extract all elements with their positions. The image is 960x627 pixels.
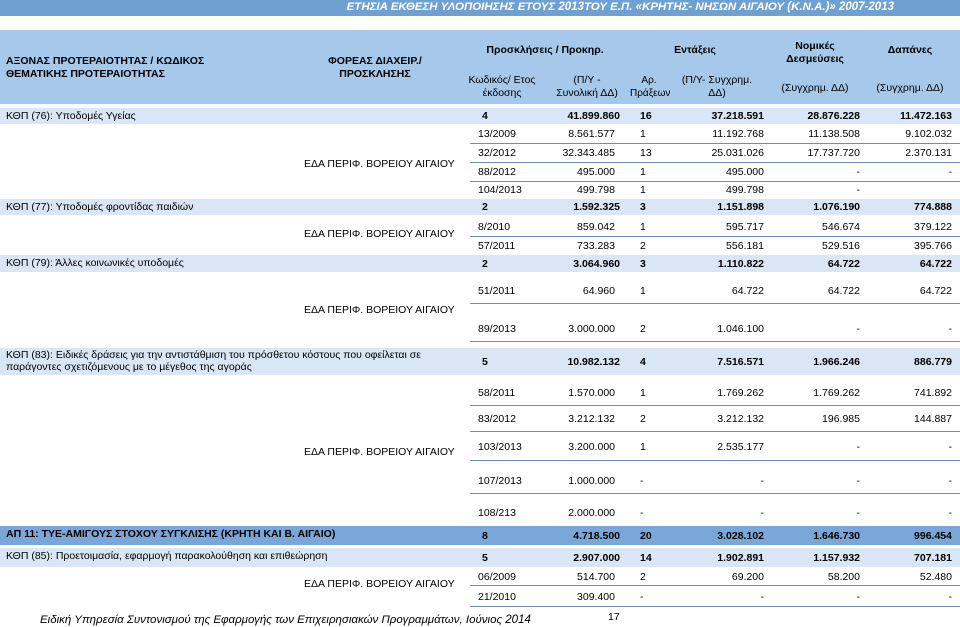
foreas-label: ΕΔΑ ΠΕΡΙΦ. ΒΟΡΕΙΟΥ ΑΙΓΑΙΟΥ [304,304,455,316]
acts-count: 20 [640,530,652,542]
legal-value: 546.674 [822,221,860,233]
spending-value: 379.122 [914,221,952,233]
legal-value: 58.200 [827,571,860,583]
header-num-acts: Αρ. Πράξεων [630,75,671,99]
py-total-value: 1.570.000 [568,387,615,399]
py-co-value: 1.151.898 [717,201,764,213]
legal-value: 1.769.262 [813,387,860,399]
call-code: 8/2010 [478,221,511,233]
call-code: 89/2013 [478,323,516,335]
header-spending-sub: (Συγχρημ. ΔΔ) [876,82,944,94]
legal-value: 64.722 [827,285,860,297]
spending-value: - [948,166,952,178]
spending-value: 144.887 [914,413,952,425]
acts-count: 1 [640,285,646,297]
py-total-value: 2.000.000 [568,507,615,519]
row-divider [470,460,960,461]
calls-count: 2 [482,201,488,213]
call-code: 103/2013 [478,441,522,453]
acts-count: 1 [640,441,646,453]
call-code: 57/2011 [478,240,516,252]
row-divider [470,341,960,342]
py-total-value: 4.718.500 [573,530,620,542]
acts-count: 1 [640,387,646,399]
py-co-value: 7.516.571 [717,356,764,368]
call-code: 21/2010 [478,591,516,603]
py-co-value: 3.028.102 [717,530,764,542]
call-code: 32/2012 [478,147,516,159]
row-label: ΑΠ 11: ΤΥΕ-ΑΜΙΓΟΥΣ ΣΤΟΧΟΥ ΣΥΓΚΛΙΣΗΣ (ΚΡΗΤΗ ΚΑΙ Β. ΑΙΓΑΙΟ) [6,528,336,540]
acts-count: - [640,507,644,519]
py-total-value: 32.343.485 [562,147,615,159]
row-divider [470,493,960,494]
spending-value: 52.480 [919,571,952,583]
call-code: 51/2011 [478,285,516,297]
legal-value: 196.985 [822,413,860,425]
py-co-value: 495.000 [726,166,764,178]
spending-value: 774.888 [914,201,952,213]
header-spending: Δαπάνες [887,44,933,56]
py-total-value: 514.700 [577,571,615,583]
py-total-value: 1.592.325 [573,201,620,213]
calls-count: 8 [482,530,488,542]
legal-value: 1.966.246 [813,356,860,368]
py-total-value: 1.000.000 [568,475,615,487]
spending-value: - [948,441,952,453]
calls-count: 5 [482,552,488,564]
header-axis: ΑΞΟΝΑΣ ΠΡΟΤΕΡΑΙΟΤΗΤΑΣ / ΚΩΔΙΚΟΣ ΘΕΜΑΤΙΚΗΣ ΠΡΟΤΕΡΑΙΟΤΗΤΑΣ [6,55,205,80]
legal-value: - [856,591,860,603]
page-header: ΕΤΗΣΙΑ ΕΚΘΕΣΗ ΥΛΟΠΟΙΗΣΗΣ ΕΤΟΥΣ 2013ΤΟΥ Ε.Π. «ΚΡΗΤΗΣ- ΝΗΣΩΝ ΑΙΓΑΙΟΥ (Κ.Ν.Α.)» 2007-2013 [0,0,960,16]
acts-count: 1 [640,128,646,140]
legal-value: 1.646.730 [813,530,860,542]
legal-value: - [856,475,860,487]
acts-count: 3 [640,258,646,270]
legal-value: 1.076.190 [813,201,860,213]
py-co-value: 499.798 [726,184,764,196]
spending-value: 2.370.131 [905,147,952,159]
spending-value: - [948,507,952,519]
py-total-value: 3.212.132 [568,413,615,425]
page-number: 17 [608,611,620,623]
call-code: 58/2011 [478,387,516,399]
legal-value: 28.876.228 [807,110,860,122]
spending-value: 996.454 [914,530,952,542]
py-total-value: 3.064.960 [573,258,620,270]
call-code: 06/2009 [478,571,516,583]
py-co-value: 37.218.591 [711,110,764,122]
py-total-value: 309.400 [577,591,615,603]
row-label: ΚΘΠ (77): Υποδομές φροντίδας παιδιών [6,201,194,213]
row-label: ΚΘΠ (79): Άλλες κοινωνικές υποδομές [6,257,184,269]
spending-value: 64.722 [919,285,952,297]
call-code: 13/2009 [478,128,516,140]
py-co-value: 11.192.768 [712,128,764,140]
foreas-label: ΕΔΑ ΠΕΡΙΦ. ΒΟΡΕΙΟΥ ΑΙΓΑΙΟΥ [304,228,455,240]
call-code: 83/2012 [478,413,516,425]
legal-value: - [856,323,860,335]
spending-value: 64.722 [919,258,952,270]
spending-value: - [948,475,952,487]
row-label: ΚΘΠ (83): Ειδικές δράσεις για την αντιστάθμιση του πρόσθετου κόστους που οφείλεται σε παράγοντες σχετιζόμενους με το μέγεθος της αγοράς [6,349,421,373]
spending-value: 9.102.032 [905,128,952,140]
header-proskliseis: Προσκλήσεις / Προκηρ. [486,44,604,56]
spending-value: 707.181 [914,552,952,564]
table-header [0,30,960,104]
py-total-value: 859.042 [577,221,615,233]
legal-value: 11.138.508 [808,128,860,140]
call-code: 88/2012 [478,166,516,178]
acts-count: 2 [640,323,646,335]
py-total-value: 8.561.577 [568,128,615,140]
spending-value: 886.779 [914,356,952,368]
py-co-value: 2.535.177 [717,441,764,453]
py-co-value: - [760,475,764,487]
acts-count: 1 [640,221,646,233]
acts-count: 14 [640,552,652,564]
row-divider [470,181,960,182]
footer: Ειδική Υπηρεσία Συντονισμού της Εφαρμογής των Επιχειρησιακών Προγραμμάτων, Ιούνιος 2014 [40,614,531,626]
acts-count: 2 [640,413,646,425]
py-co-value: 1.110.822 [717,258,764,270]
py-co-value: 1.769.262 [717,387,764,399]
acts-count: 2 [640,571,646,583]
row-divider [470,585,960,586]
legal-value: - [856,507,860,519]
acts-count: 13 [640,147,652,159]
calls-count: 5 [482,356,488,368]
py-total-value: 41.899.860 [567,110,620,122]
header-py-total: (Π/Υ - Συνολική ΔΔ) [556,74,618,99]
acts-count: - [640,475,644,487]
row-divider [470,405,960,406]
py-co-value: 595.717 [726,221,764,233]
header-legal-sub: (Συγχρημ. ΔΔ) [781,82,849,94]
py-total-value: 3.200.000 [568,441,615,453]
calls-count: 4 [482,110,488,122]
py-co-value: - [760,591,764,603]
py-co-value: 1.046.100 [717,323,764,335]
acts-count: 2 [640,240,646,252]
row-divider [470,162,960,163]
legal-value: 1.157.932 [813,552,860,564]
py-co-value: - [760,507,764,519]
row-divider [470,431,960,432]
call-code: 108/213 [478,507,516,519]
header-py-co: (Π/Υ- Συγχρημ. ΔΔ) [681,74,753,99]
acts-count: 4 [640,356,646,368]
legal-value: 529.516 [822,240,860,252]
acts-count: 1 [640,184,646,196]
acts-count: 16 [640,110,652,122]
spending-value: 741.892 [914,387,952,399]
py-total-value: 3.000.000 [568,323,615,335]
legal-value: - [856,441,860,453]
legal-value: 17.737.720 [807,147,860,159]
acts-count: - [640,591,644,603]
call-code: 104/2013 [478,184,522,196]
py-total-value: 10.982.132 [567,356,620,368]
row-label: ΚΘΠ (85): Προετοιμασία, εφαρμογή παρακολούθηση και επιθεώρηση [6,550,328,562]
py-total-value: 499.798 [577,184,615,196]
foreas-label: ΕΔΑ ΠΕΡΙΦ. ΒΟΡΕΙΟΥ ΑΙΓΑΙΟΥ [304,578,455,590]
spending-value: - [948,323,952,335]
header-code-year: Κωδικός/ Ετος έκδοσης [468,74,536,99]
spending-value: 395.766 [914,240,952,252]
spending-value: - [948,591,952,603]
py-total-value: 733.283 [577,240,615,252]
legal-value: - [856,166,860,178]
py-total-value: 495.000 [577,166,615,178]
legal-value: - [856,184,860,196]
py-co-value: 556.181 [726,240,764,252]
row-divider [470,303,960,304]
py-co-value: 25.031.026 [711,147,764,159]
acts-count: 3 [640,201,646,213]
foreas-label: ΕΔΑ ΠΕΡΙΦ. ΒΟΡΕΙΟΥ ΑΙΓΑΙΟΥ [304,446,455,458]
foreas-label: ΕΔΑ ΠΕΡΙΦ. ΒΟΡΕΙΟΥ ΑΙΓΑΙΟΥ [304,158,455,170]
py-total-value: 64.960 [582,285,615,297]
header-legal: Νομικές Δεσμεύσεις [786,40,844,65]
call-code: 107/2013 [478,475,522,487]
py-co-value: 64.722 [731,285,764,297]
calls-count: 2 [482,258,488,270]
header-entaxeis: Εντάξεις [674,44,716,56]
py-co-value: 1.902.891 [717,552,764,564]
row-divider [470,236,960,237]
header-foreas: ΦΟΡΕΑΣ ΔΙΑΧΕΙΡ./ ΠΡΟΣΚΛΗΣΗΣ [328,55,422,80]
py-co-value: 69.200 [731,571,764,583]
row-divider [470,606,960,607]
py-co-value: 3.212.132 [717,413,764,425]
spending-value: 11.472.163 [900,110,952,122]
legal-value: 64.722 [827,258,860,270]
py-total-value: 2.907.000 [573,552,620,564]
row-label: ΚΘΠ (76): Υποδομές Υγείας [6,110,136,122]
acts-count: 1 [640,166,646,178]
row-divider [470,143,960,144]
